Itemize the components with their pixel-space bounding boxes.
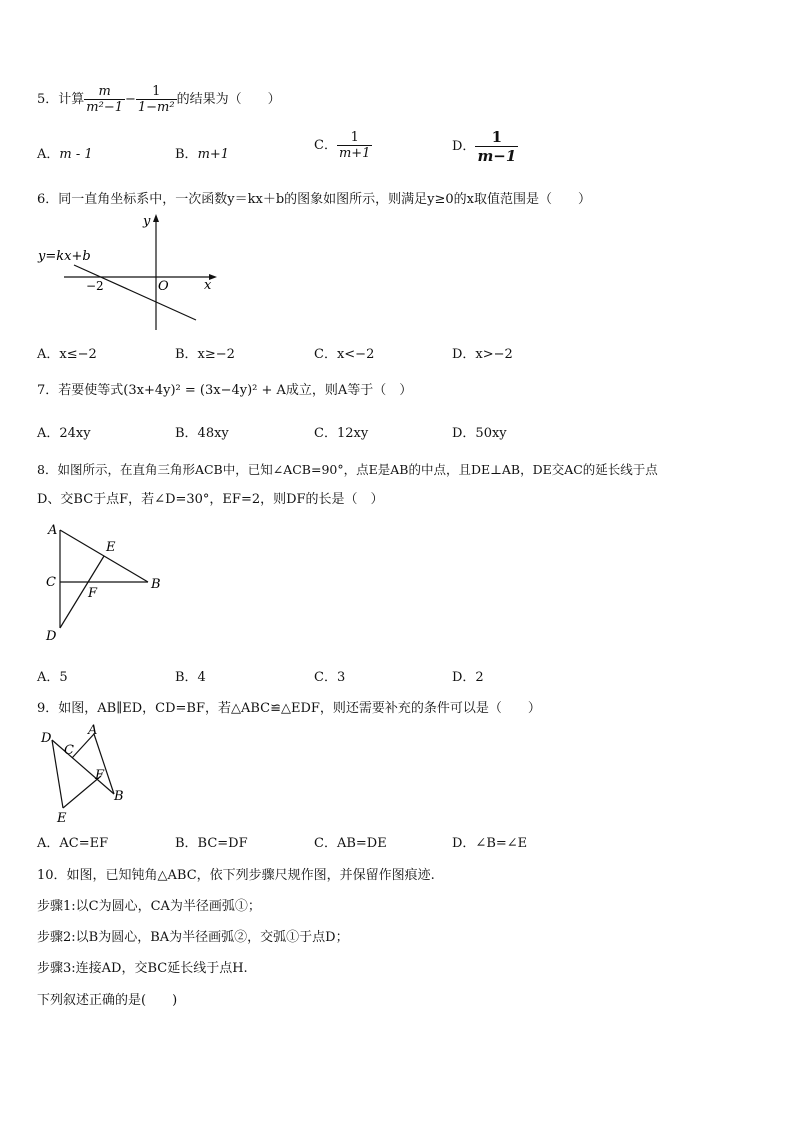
- q6-option-b: B．x≥−2: [175, 347, 235, 362]
- q9-figure: [38, 720, 133, 825]
- q5-option-c-den: m+1: [338, 146, 371, 161]
- q5-fraction-2: [136, 84, 177, 115]
- q5-fraction-1: [84, 84, 125, 115]
- q7-option-d: D．50xy: [452, 426, 507, 441]
- q9-option-d: D．∠B=∠E: [452, 836, 528, 851]
- q5-option-d: [452, 128, 518, 165]
- q9-segment-de: [52, 740, 63, 808]
- q6-x-label: x: [204, 278, 212, 293]
- q9-stem: 9．如图，AB∥ED，CD=BF，若△ABC≌△EDF，则还需要补充的条件可以是（ ）: [37, 701, 541, 716]
- q5-option-c-label: C．: [314, 138, 337, 153]
- q6-y-label: y: [143, 214, 151, 229]
- q8-option-c: C．3: [314, 670, 346, 685]
- q6-origin-label: O: [158, 279, 169, 294]
- q5-option-b-text: m+1: [197, 147, 230, 162]
- q8-segment-de: [60, 556, 104, 628]
- q8-stem-line1: 8．如图所示，在直角三角形ACB中，已知∠ACB=90°，点E是AB的中点，且DE⊥AB，DE交AC的延长线于点: [37, 462, 658, 477]
- q9-label-a: A: [88, 723, 98, 738]
- q10-step-1: 步骤1:以C为圆心，CA为半径画弧①；: [37, 899, 261, 914]
- q8-label-e: E: [106, 540, 116, 555]
- q8-label-c: C: [46, 575, 56, 590]
- q8-label-d: D: [46, 629, 57, 644]
- q6-stem: 6．同一直角坐标系中，一次函数y＝kx＋b的图象如图所示，则满足y≥0的x取值范围是（ ）: [37, 192, 591, 207]
- q5-option-d-num: 1: [491, 128, 503, 146]
- q8-option-b: B．4: [175, 670, 206, 685]
- q8-stem-line2: D、交BC于点F，若∠D=30°，EF=2，则DF的长是（ ）: [37, 492, 384, 507]
- q6-figure: [36, 210, 226, 335]
- q10-step-3: 步骤3:连接AD，交BC延长线于点H.: [37, 961, 248, 976]
- q6-option-c: C．x<−2: [314, 347, 375, 362]
- q6-option-d: D．x>−2: [452, 347, 513, 362]
- q5-option-d-label: D．: [452, 139, 476, 154]
- q5-frac1-den: m²−1: [86, 100, 123, 115]
- q8-label-b: B: [151, 577, 161, 592]
- q9-label-c: C: [64, 743, 74, 758]
- q8-label-f: F: [88, 586, 98, 601]
- q6-intercept-label: −2: [86, 279, 104, 293]
- q9-option-c: C．AB=DE: [314, 836, 387, 851]
- q9-label-f: F: [95, 768, 105, 783]
- q8-option-a: A．5: [37, 670, 68, 685]
- q9-option-a: A．AC=EF: [37, 836, 109, 851]
- q5-option-b-label: B．: [175, 147, 198, 162]
- q6-line-label: y=kx+b: [38, 249, 91, 264]
- q5-suffix: 的结果为（ ）: [176, 92, 281, 107]
- q10-stem: 10．如图，已知钝角△ABC，依下列步骤尺规作图，并保留作图痕迹.: [37, 868, 435, 883]
- q5-stem: [37, 84, 281, 115]
- q9-label-b: B: [114, 789, 124, 804]
- q5-option-c-fraction: [337, 130, 373, 161]
- q6-option-a: A．x≤−2: [37, 347, 97, 362]
- q8-label-a: A: [48, 523, 58, 538]
- q6-y-arrow: [153, 214, 159, 222]
- q5-option-d-fraction: [475, 128, 518, 165]
- q7-option-b: B．48xy: [175, 426, 229, 441]
- q9-label-e: E: [57, 811, 67, 825]
- q5-frac1-num: m: [98, 84, 111, 99]
- q9-option-b: B．BC=DF: [175, 836, 248, 851]
- q5-option-a-label: A．: [37, 147, 60, 162]
- q5-frac2-den: 1−m²: [137, 100, 175, 115]
- q10-question: 下列叙述正确的是( ): [37, 993, 178, 1008]
- q7-option-a: A．24xy: [37, 426, 91, 441]
- q5-option-b: [175, 143, 229, 162]
- q8-option-d: D．2: [452, 670, 484, 685]
- q8-figure: [40, 518, 170, 646]
- q5-option-d-den: m−1: [477, 147, 517, 165]
- q5-prefix: 5．计算: [37, 92, 85, 107]
- q5-option-c-num: 1: [350, 130, 359, 145]
- q10-step-2: 步骤2:以B为圆心，BA为半径画弧②，交弧①于点D；: [37, 930, 349, 945]
- q9-label-d: D: [41, 731, 52, 746]
- q5-option-c: [314, 130, 372, 161]
- q5-frac2-num: 1: [152, 84, 161, 99]
- q7-stem: 7．若要使等式(3x+4y)² = (3x−4y)² + A成立，则A等于（ ）: [37, 383, 413, 398]
- q5-minus: −: [124, 92, 136, 107]
- q5-option-a: [37, 143, 93, 162]
- q7-option-c: C．12xy: [314, 426, 369, 441]
- q5-option-a-text: m - 1: [59, 147, 93, 162]
